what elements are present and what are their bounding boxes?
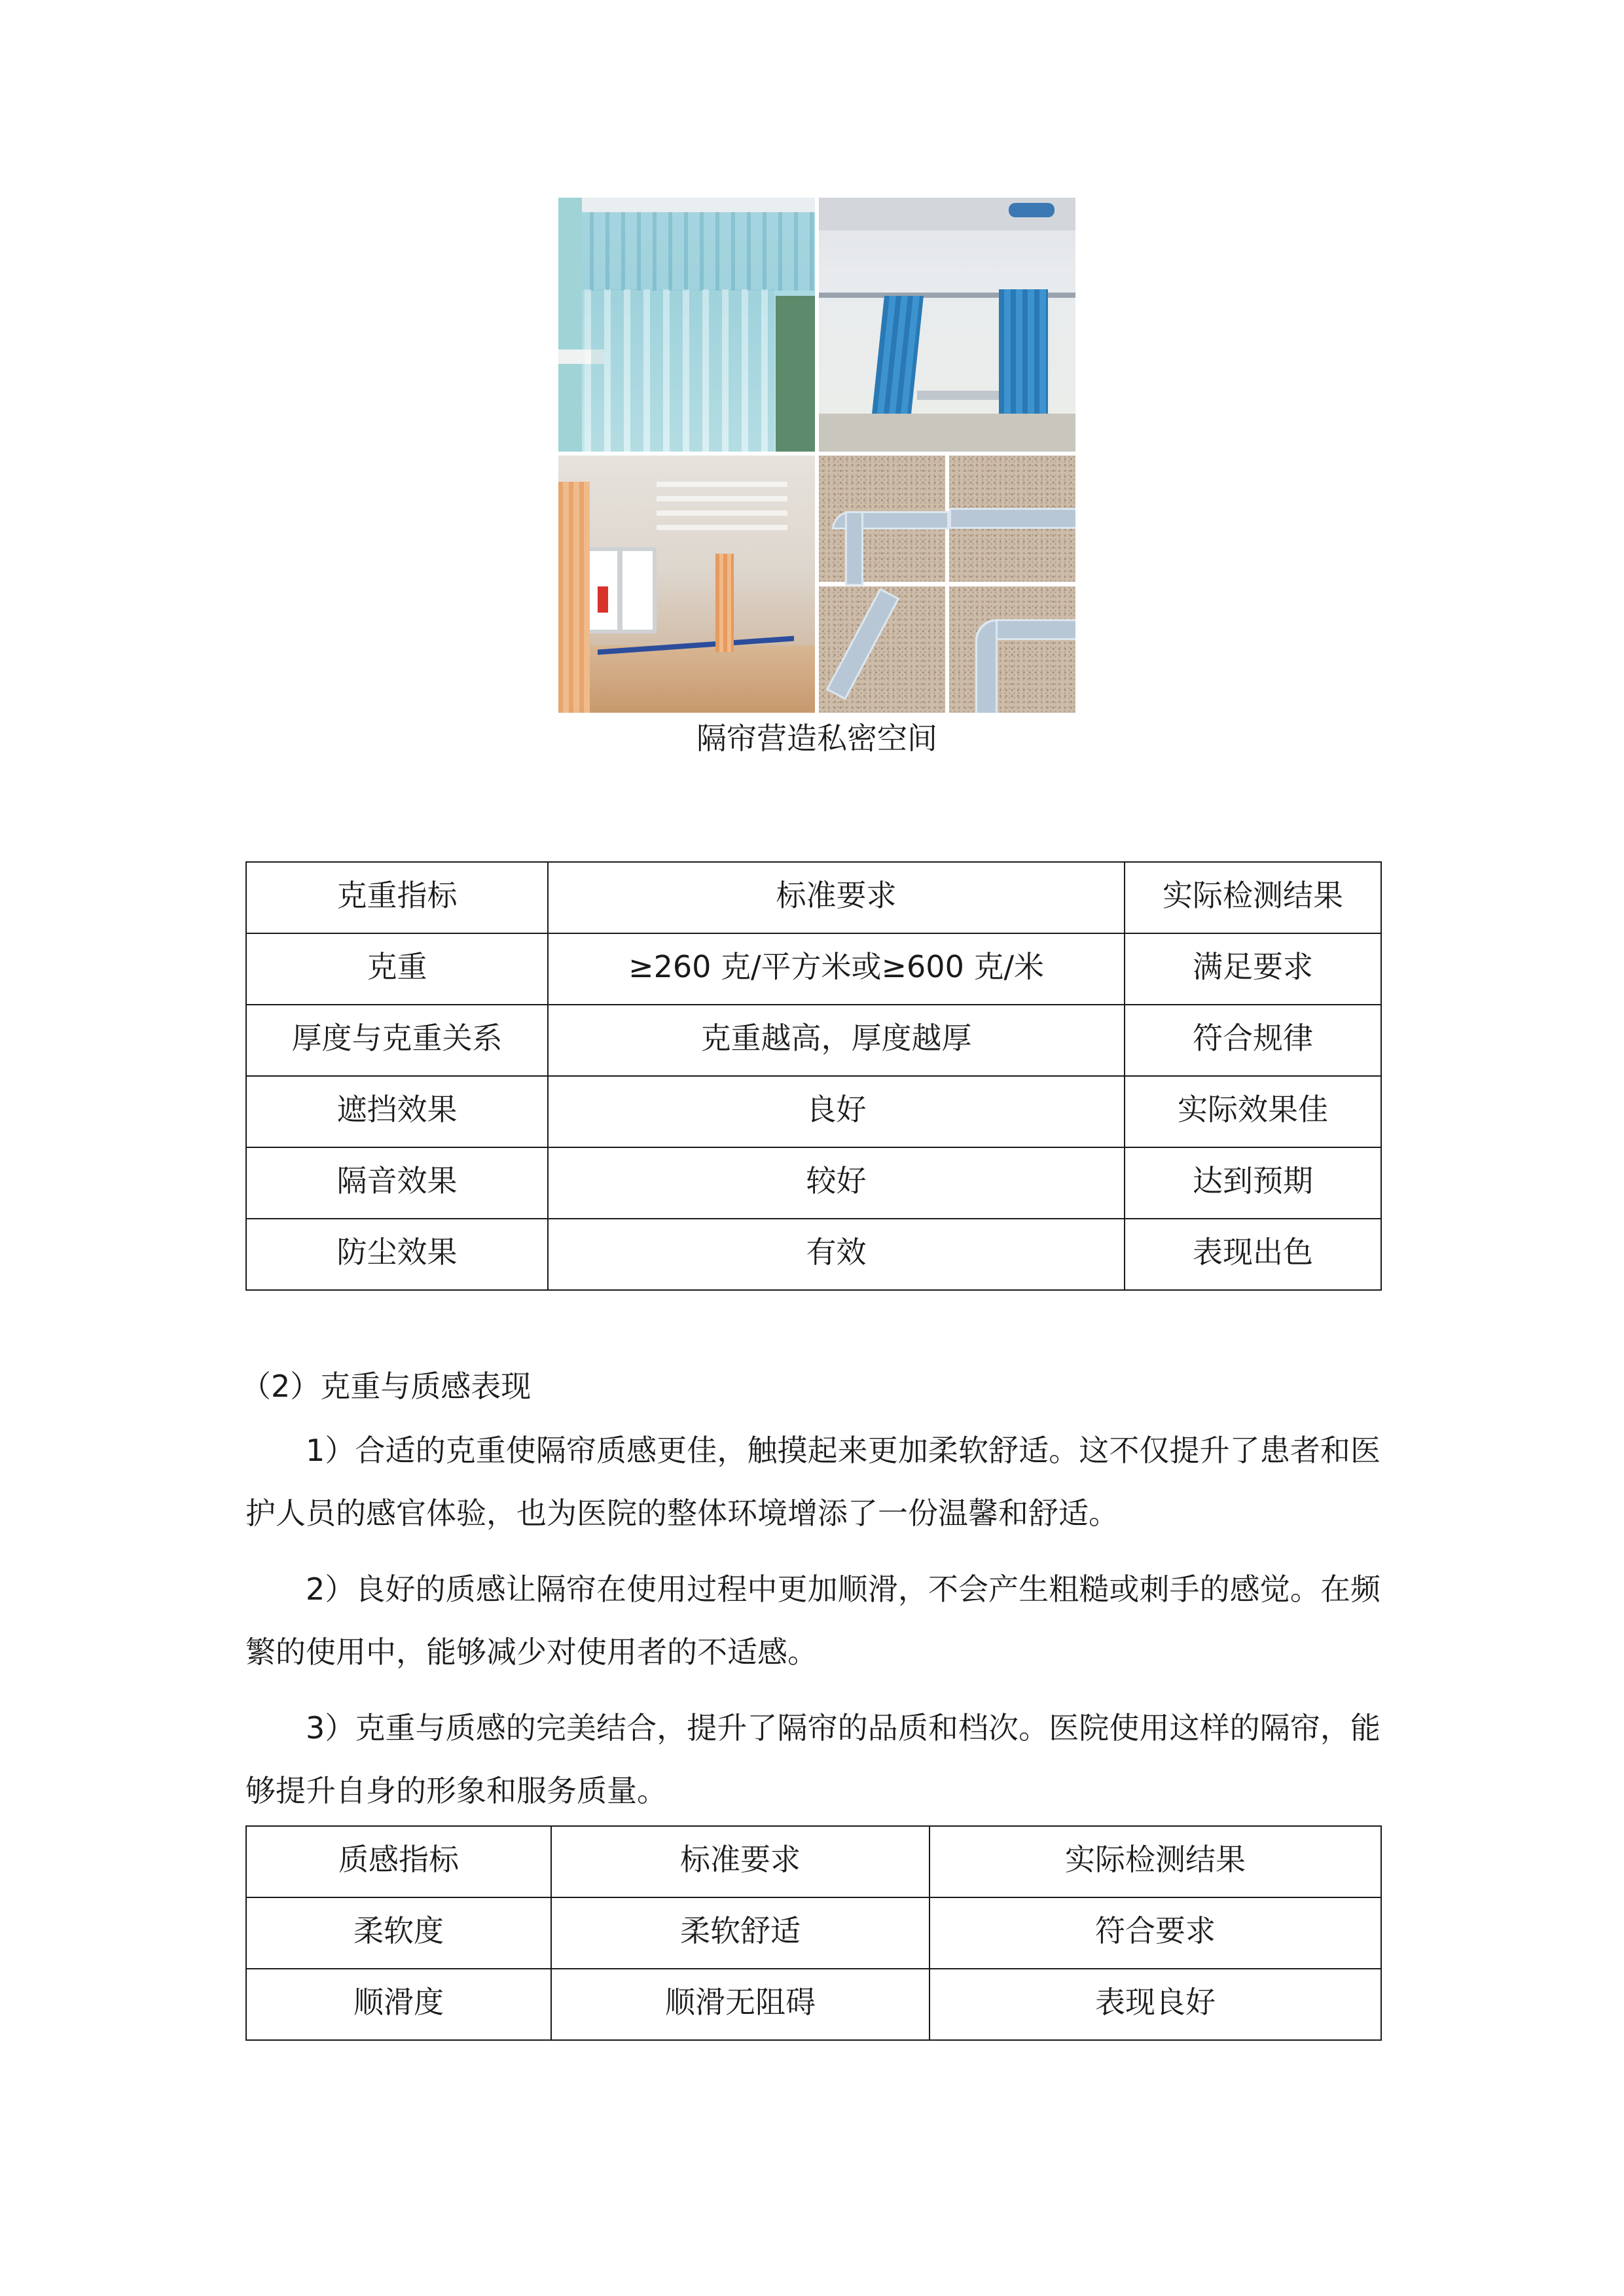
table-header-cell: 标准要求 <box>548 862 1125 933</box>
section-heading: （2）克重与质感表现 <box>241 1369 532 1404</box>
table-cell: 遮挡效果 <box>246 1076 548 1147</box>
table-cell: ≥260 克/平方米或≥600 克/米 <box>548 933 1125 1005</box>
table-cell: 柔软舒适 <box>551 1897 929 1969</box>
table-cell: 厚度与克重关系 <box>246 1005 548 1076</box>
curtain-track-detail-photo <box>819 456 1075 713</box>
table-header-cell: 质感指标 <box>246 1826 551 1897</box>
table-cell: 顺滑度 <box>246 1969 551 2040</box>
table-cell: 隔音效果 <box>246 1147 548 1219</box>
table-header-cell: 克重指标 <box>246 862 548 933</box>
figure-caption: 隔帘营造私密空间 <box>696 721 937 756</box>
texture-indicator-table <box>245 1825 1382 2041</box>
table-cell: 达到预期 <box>1125 1147 1381 1219</box>
table-cell: 防尘效果 <box>246 1219 548 1290</box>
table-header-row <box>246 862 1381 933</box>
table-row <box>246 1076 1381 1147</box>
table-header-cell: 实际检测结果 <box>1125 862 1381 933</box>
table-cell: 有效 <box>548 1219 1125 1290</box>
table-cell: 克重 <box>246 933 548 1005</box>
table-cell: 顺滑无阻碍 <box>551 1969 929 2040</box>
table-cell: 符合规律 <box>1125 1005 1381 1076</box>
table-row <box>246 1147 1381 1219</box>
blue-curtain-ward-photo <box>819 198 1075 452</box>
table-row <box>246 1005 1381 1076</box>
blue-mesh-curtain-photo <box>558 198 815 452</box>
table-row <box>246 1219 1381 1290</box>
table-row <box>246 1897 1381 1969</box>
table-header-row <box>246 1826 1381 1897</box>
table-header-cell: 标准要求 <box>551 1826 929 1897</box>
table-cell: 表现出色 <box>1125 1219 1381 1290</box>
table-header-cell: 实际检测结果 <box>929 1826 1381 1897</box>
orange-curtain-corridor-photo <box>558 456 815 713</box>
body-paragraph: 2）良好的质感让隔帘在使用过程中更加顺滑，不会产生粗糙或刺手的感觉。在频繁的使用中，能够减少对使用者的不适感。 <box>245 1571 1380 1670</box>
table-cell: 满足要求 <box>1125 933 1381 1005</box>
table-row <box>246 933 1381 1005</box>
table-cell: 符合要求 <box>929 1897 1381 1969</box>
table-row <box>246 1969 1381 2040</box>
table-cell: 实际效果佳 <box>1125 1076 1381 1147</box>
weight-indicator-table <box>245 861 1382 1291</box>
table-cell: 克重越高，厚度越厚 <box>548 1005 1125 1076</box>
table-cell: 良好 <box>548 1076 1125 1147</box>
table-cell: 柔软度 <box>246 1897 551 1969</box>
body-paragraph: 3）克重与质感的完美结合，提升了隔帘的品质和档次。医院使用这样的隔帘，能够提升自身的形象和服务质量。 <box>245 1710 1380 1808</box>
body-paragraph: 1）合适的克重使隔帘质感更佳，触摸起来更加柔软舒适。这不仅提升了患者和医护人员的感官体验，也为医院的整体环境增添了一份温馨和舒适。 <box>245 1433 1380 1531</box>
photo-collage <box>558 198 1075 713</box>
table-cell: 表现良好 <box>929 1969 1381 2040</box>
table-cell: 较好 <box>548 1147 1125 1219</box>
